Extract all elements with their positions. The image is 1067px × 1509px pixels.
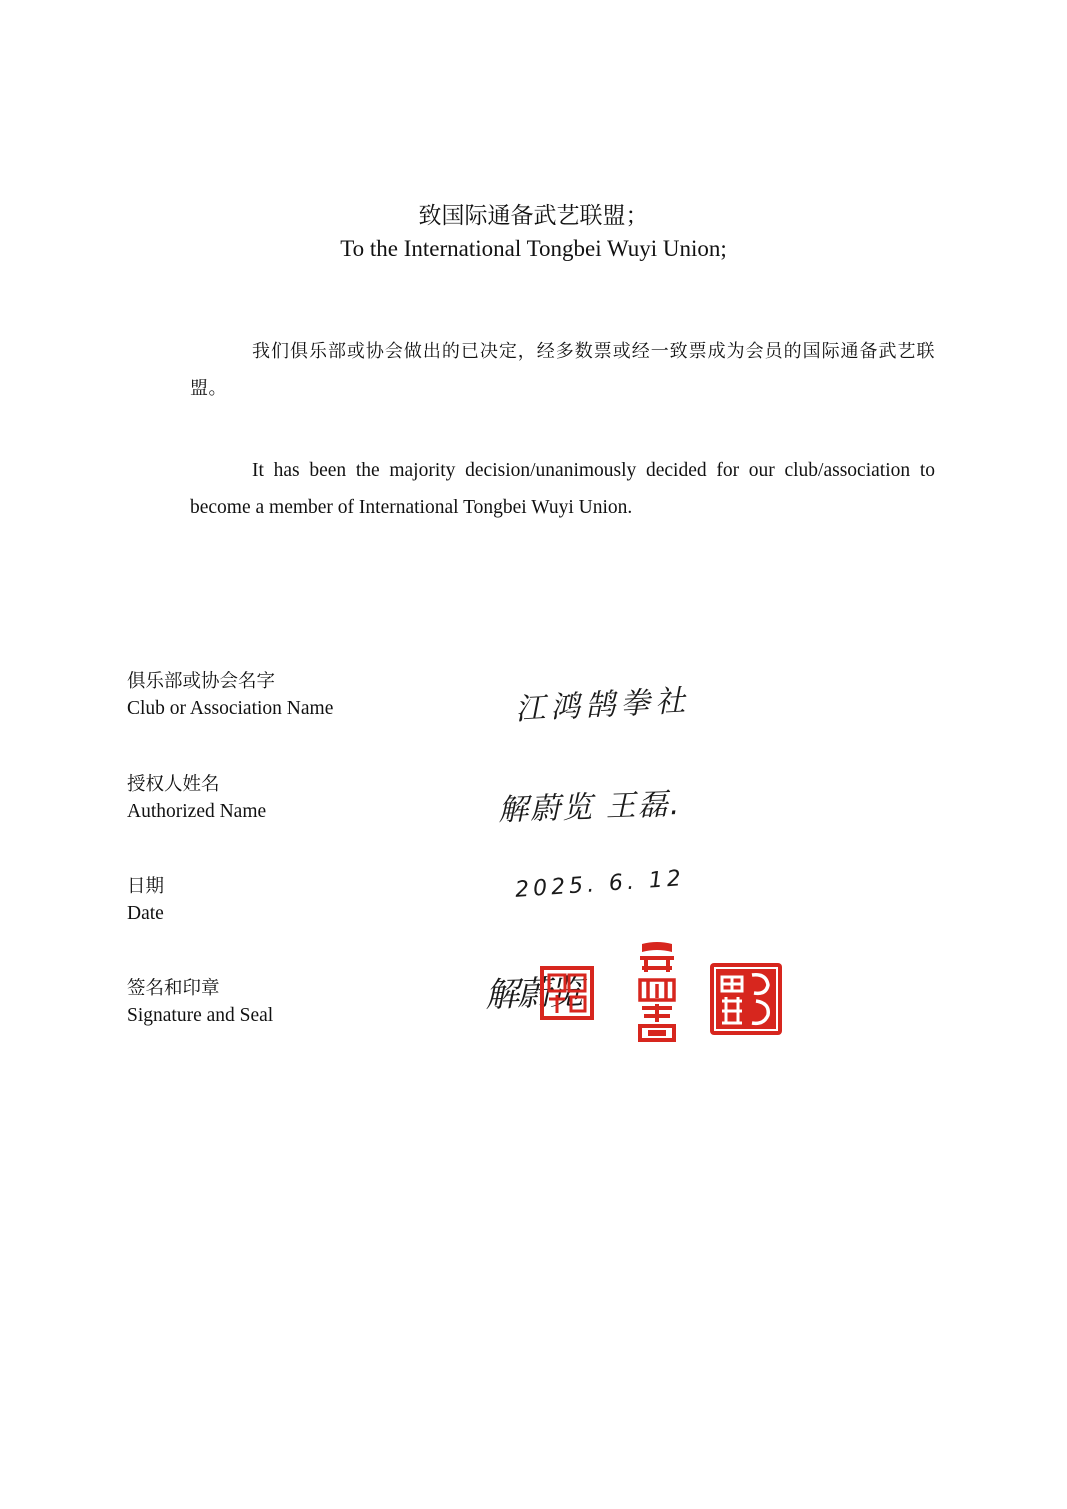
date-handwritten: 2025. 6. 12 (514, 866, 686, 903)
signature-label-en: Signature and Seal (127, 1005, 274, 1026)
club-name-handwritten: 江鸿鹄拳社 (514, 683, 691, 728)
authorized-name-label-en: Authorized Name (127, 801, 267, 822)
signature-handwritten: 解蔚览 (484, 972, 582, 1016)
club-name-label (127, 668, 333, 722)
heading-chinese: 致国际通备武艺联盟； (418, 203, 649, 228)
club-name-label-zh: 俱乐部或协会名字 (127, 671, 276, 692)
authorized-name-label (127, 771, 266, 825)
seal-square-small (539, 965, 595, 1021)
authorized-name-handwritten: 解蔚览 王磊. (497, 786, 682, 829)
signature-label-zh: 签名和印章 (127, 978, 220, 999)
seal-vertical (634, 938, 680, 1046)
date-label (127, 873, 164, 927)
authorized-name-label-zh: 授权人姓名 (127, 774, 220, 795)
date-label-en: Date (127, 903, 164, 924)
declaration-paragraph-chinese: 我们俱乐部或协会做出的已决定，经多数票或经一致票成为会员的国际通备武艺联盟。 (190, 341, 935, 399)
declaration-paragraph-english: It has been the majority decision/unanimously decided for our club/association to become a member of International Tongbei Wuyi Union. (190, 460, 935, 518)
club-name-label-en: Club or Association Name (127, 698, 334, 719)
date-label-zh: 日期 (127, 876, 165, 897)
signature-label (127, 975, 273, 1029)
heading-english: To the International Tongbei Wuyi Union; (340, 236, 727, 261)
seal-square-large (708, 961, 784, 1037)
